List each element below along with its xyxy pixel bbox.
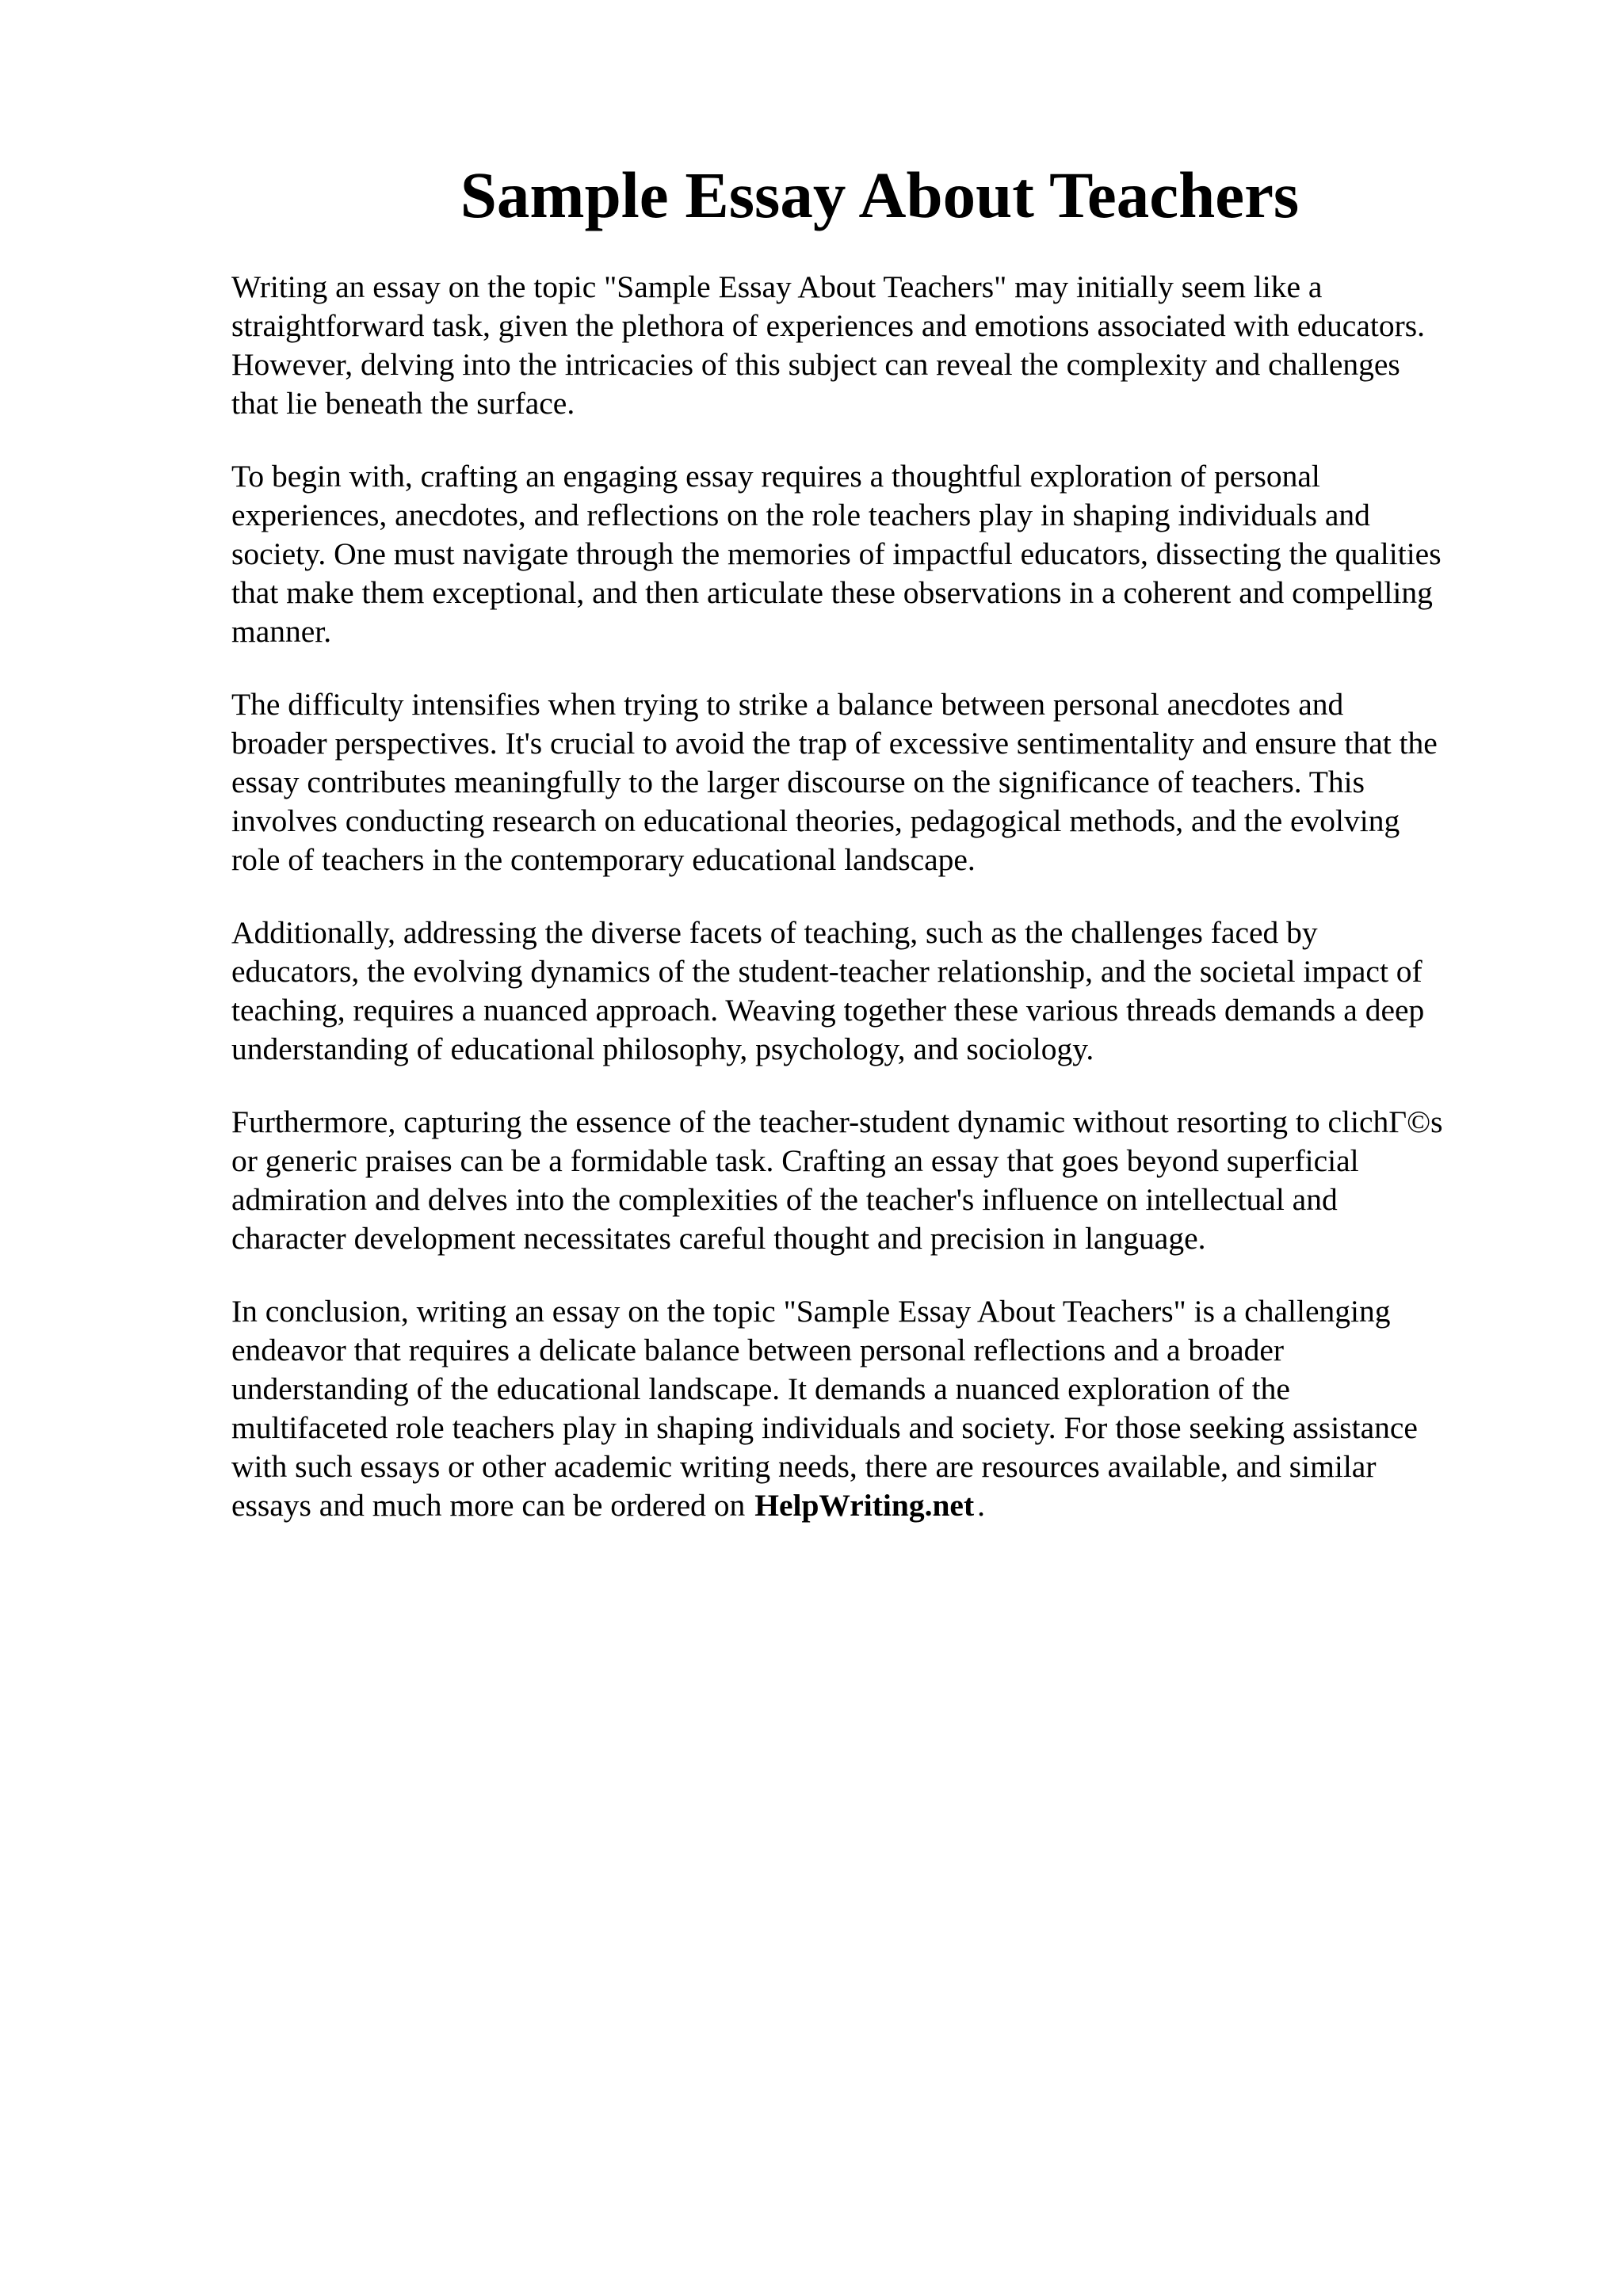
paragraph-line: experiences, anecdotes, and reflections on the role teachers play in shaping individuals and: [231, 498, 1370, 532]
paragraph-line: admiration and delves into the complexities of the teacher's influence on intellectual and: [231, 1182, 1338, 1217]
paragraph-line: society. One must navigate through the memories of impactful educators, dissecting the qualities: [231, 536, 1442, 571]
paragraph-line: In conclusion, writing an essay on the topic "Sample Essay About Teachers" is a challenging: [231, 1294, 1391, 1329]
paragraph-line: endeavor that requires a delicate balance between personal reflections and a broader: [231, 1333, 1285, 1367]
paragraph-line: role of teachers in the contemporary educational landscape.: [231, 842, 976, 877]
paragraph-line: Writing an essay on the topic "Sample Essay About Teachers" may initially seem like a: [231, 269, 1323, 304]
paragraph-5: [231, 1103, 1515, 1258]
paragraph-line: or generic praises can be a formidable task. Crafting an essay that goes beyond superficial: [231, 1143, 1359, 1178]
paragraph-line: understanding of the educational landscape. It demands a nuanced exploration of the: [231, 1371, 1290, 1406]
paragraph-line: multifaceted role teachers play in shaping individuals and society. For those seeking assistance: [231, 1410, 1418, 1445]
document-body: [231, 268, 1515, 1559]
paragraph-line: To begin with, crafting an engaging essay requires a thoughtful exploration of personal: [231, 459, 1320, 494]
paragraph-line: with such essays or other academic writing needs, there are resources available, and similar: [231, 1449, 1377, 1484]
helpwriting-link[interactable]: HelpWriting.net: [754, 1488, 975, 1523]
paragraph-line: teaching, requires a nuanced approach. Weaving together these various threads demands a deep: [231, 993, 1425, 1028]
paragraph-line: However, delving into the intricacies of this subject can reveal the complexity and challenges: [231, 347, 1400, 382]
paragraph-line: that make them exceptional, and then articulate these observations in a coherent and compelling: [231, 575, 1433, 610]
paragraph-3: [231, 685, 1515, 879]
paragraph-line: involves conducting research on educational theories, pedagogical methods, and the evolving: [231, 803, 1400, 838]
paragraph-6: [231, 1292, 1515, 1525]
paragraph-line: manner.: [231, 614, 332, 649]
closing-line-prefix: essays and much more can be ordered on: [231, 1488, 746, 1523]
paragraph-line: essay contributes meaningfully to the larger discourse on the significance of teachers. This: [231, 765, 1365, 799]
paragraph-line: straightforward task, given the plethora of experiences and emotions associated with educators.: [231, 308, 1425, 343]
document-title: Sample Essay About Teachers: [460, 158, 1300, 231]
paragraph-line: broader perspectives. It's crucial to avoid the trap of excessive sentimentality and ensure that the: [231, 726, 1438, 761]
paragraph-2: [231, 457, 1515, 651]
closing-line-suffix: .: [977, 1488, 985, 1523]
paragraph-1: [231, 268, 1515, 423]
paragraph-line: understanding of educational philosophy, psychology, and sociology.: [231, 1032, 1094, 1066]
paragraph-line: educators, the evolving dynamics of the student-teacher relationship, and the societal impact of: [231, 954, 1423, 989]
paragraph-line: Furthermore, capturing the essence of the teacher-student dynamic without resorting to clichΓ©s: [231, 1104, 1443, 1139]
paragraph-line: character development necessitates careful thought and precision in language.: [231, 1221, 1206, 1256]
paragraph-line: The difficulty intensifies when trying to strike a balance between personal anecdotes and: [231, 687, 1344, 722]
paragraph-4: [231, 913, 1515, 1069]
paragraph-line: that lie beneath the surface.: [231, 386, 575, 421]
closing-line: [231, 1486, 1515, 1525]
paragraph-line: Additionally, addressing the diverse facets of teaching, such as the challenges faced by: [231, 915, 1318, 950]
